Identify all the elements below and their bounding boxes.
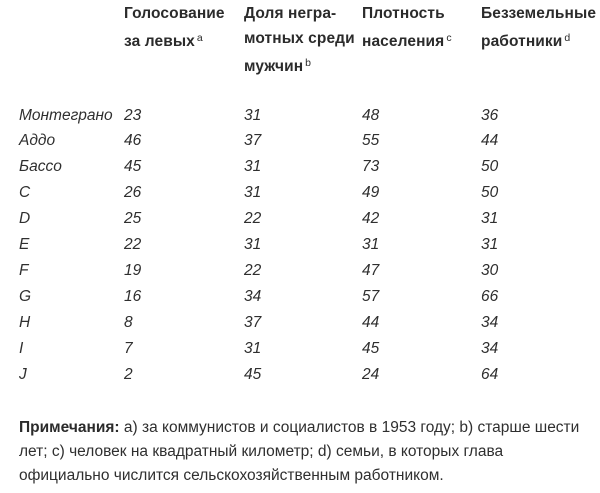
row-label: Аддо: [19, 132, 56, 149]
cell-left-vote: 46: [124, 132, 142, 149]
table-row: [0, 259, 600, 283]
cell-density: 45: [362, 340, 380, 357]
cell-illiteracy: 31: [244, 158, 262, 175]
header-line: [244, 51, 355, 79]
cell-illiteracy: 22: [244, 262, 262, 279]
row-label: F: [19, 262, 29, 279]
header-illiteracy: [244, 1, 355, 79]
row-label: J: [19, 366, 27, 383]
header-line: Голосование: [124, 5, 225, 22]
row-label: G: [19, 288, 32, 305]
cell-landless: 50: [481, 158, 499, 175]
footnote-marker: c: [446, 32, 452, 44]
header-landless: [481, 1, 596, 54]
header-line: Безземельные: [481, 5, 597, 22]
cell-landless: 36: [481, 107, 499, 124]
cell-landless: 64: [481, 366, 499, 383]
cell-landless: 30: [481, 262, 499, 279]
cell-landless: 34: [481, 314, 499, 331]
cell-illiteracy: 22: [244, 210, 262, 227]
cell-left-vote: 23: [124, 107, 142, 124]
cell-left-vote: 25: [124, 210, 142, 227]
header-line: [481, 26, 596, 54]
table-row: [0, 207, 600, 231]
cell-left-vote: 16: [124, 288, 142, 305]
cell-illiteracy: 37: [244, 314, 262, 331]
cell-illiteracy: 31: [244, 340, 262, 357]
table-row: [0, 104, 600, 128]
row-label: I: [19, 340, 24, 357]
cell-illiteracy: 31: [244, 107, 262, 124]
cell-illiteracy: 45: [244, 366, 262, 383]
header-line-text: мужчин: [244, 58, 304, 75]
cell-density: 57: [362, 288, 380, 305]
cell-illiteracy: 34: [244, 288, 262, 305]
row-label: Монтеграно: [19, 107, 113, 124]
footnote-marker: d: [564, 32, 571, 44]
cell-density: 24: [362, 366, 380, 383]
cell-density: 73: [362, 158, 380, 175]
header-line-text: работники: [481, 33, 563, 50]
table-notes: [19, 416, 589, 488]
cell-left-vote: 19: [124, 262, 142, 279]
cell-left-vote: 26: [124, 184, 142, 201]
cell-left-vote: 8: [124, 314, 133, 331]
cell-density: 48: [362, 107, 380, 124]
notes-label: Примечания:: [19, 419, 120, 436]
cell-left-vote: 2: [124, 366, 133, 383]
notes-text: a) за коммунистов и социалистов в 1953 году; b) старше шести лет; c) человек на квадратный километр; d) семьи, в которых глава официально числится сельскохозяйственным работником.: [19, 419, 580, 484]
table-row: [0, 129, 600, 153]
row-label: H: [19, 314, 31, 331]
cell-landless: 31: [481, 210, 499, 227]
cell-illiteracy: 37: [244, 132, 262, 149]
cell-landless: 50: [481, 184, 499, 201]
cell-left-vote: 22: [124, 236, 142, 253]
cell-left-vote: 45: [124, 158, 142, 175]
header-line: Доля негра-: [244, 5, 337, 22]
cell-density: 44: [362, 314, 380, 331]
table-row: [0, 363, 600, 387]
cell-left-vote: 7: [124, 340, 133, 357]
header-line-text: за левых: [124, 33, 195, 50]
cell-density: 49: [362, 184, 380, 201]
footnote-marker: a: [196, 32, 203, 44]
table-row: [0, 181, 600, 205]
table-row: [0, 311, 600, 335]
cell-landless: 66: [481, 288, 499, 305]
cell-landless: 31: [481, 236, 499, 253]
header-line-text: населения: [362, 33, 445, 50]
cell-density: 31: [362, 236, 380, 253]
cell-landless: 34: [481, 340, 499, 357]
header-line: [362, 26, 452, 54]
table-row: [0, 233, 600, 257]
row-label: D: [19, 210, 31, 227]
footnote-marker: b: [305, 57, 312, 69]
header-density: [362, 1, 452, 54]
cell-landless: 44: [481, 132, 499, 149]
row-label: Бассо: [19, 158, 62, 175]
row-label: E: [19, 236, 30, 253]
cell-illiteracy: 31: [244, 236, 262, 253]
cell-illiteracy: 31: [244, 184, 262, 201]
cell-density: 42: [362, 210, 380, 227]
table-row: [0, 337, 600, 361]
cell-density: 47: [362, 262, 380, 279]
header-line: мотных среди: [244, 30, 355, 47]
table-row: [0, 155, 600, 179]
table-row: [0, 285, 600, 309]
header-left-vote: [124, 1, 225, 54]
header-line: [124, 26, 225, 54]
header-line: Плотность: [362, 5, 445, 22]
row-label: C: [19, 184, 31, 201]
cell-density: 55: [362, 132, 380, 149]
